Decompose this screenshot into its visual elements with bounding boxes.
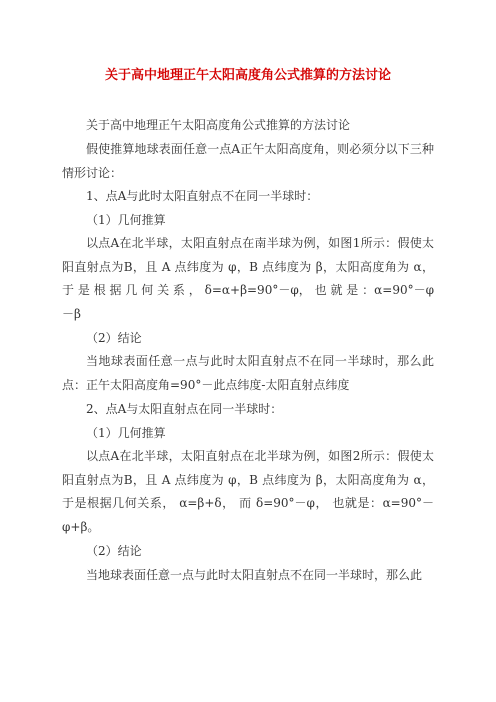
paragraph-heading: 关于高中地理正午太阳高度角公式推算的方法讨论 [86,118,351,132]
section-1-conclusion: 当地球表面任意一点与此时太阳直射点不在同一半球时，那么此点：正午太阳高度角=90°－此点纬度-太阳直射点纬度 [62,354,434,392]
section-2-sub-1: （1）几何推算 [86,426,166,440]
section-2-sub-2: （2）结论 [86,544,142,558]
section-1-sub-2: （2）结论 [86,331,142,345]
section-2-heading: 2、点A与太阳直射点在同一半球时： [86,402,283,416]
section-2-derivation: 以点A在北半球，太阳直射点在北半球为例，如图2所示：假使太阳直射点为B，且 A 点纬度为 φ，B 点纬度为 β，太阳高度角为 α， 于是根据几何关系， α=β+δ， 而 δ=90°－φ， 也就是：α=90°－φ+β。 [62,449,434,534]
section-1-sub-1: （1）几何推算 [86,213,166,227]
section-2-conclusion: 当地球表面任意一点与此时太阳直射点不在同一半球时，那么此 [86,568,423,582]
section-1-heading: 1、点A与此时太阳直射点不在同一半球时： [86,189,319,203]
paragraph-intro: 假使推算地球表面任意一点A正午太阳高度角，则必须分以下三种情形讨论： [62,142,434,180]
section-1-derivation: 以点A在北半球，太阳直射点在南半球为例，如图1所示：假使太阳直射点为B，且 A 点纬度为 φ，B 点纬度为 β，太阳高度角为 α， 于 是 根 据 几 何 关 系 ， δ=α+β=90°－φ， 也 就 是 ：α=90°－φ－β [62,236,434,321]
document-title: 关于高中地理正午太阳高度角公式推算的方法讨论 [104,68,391,83]
